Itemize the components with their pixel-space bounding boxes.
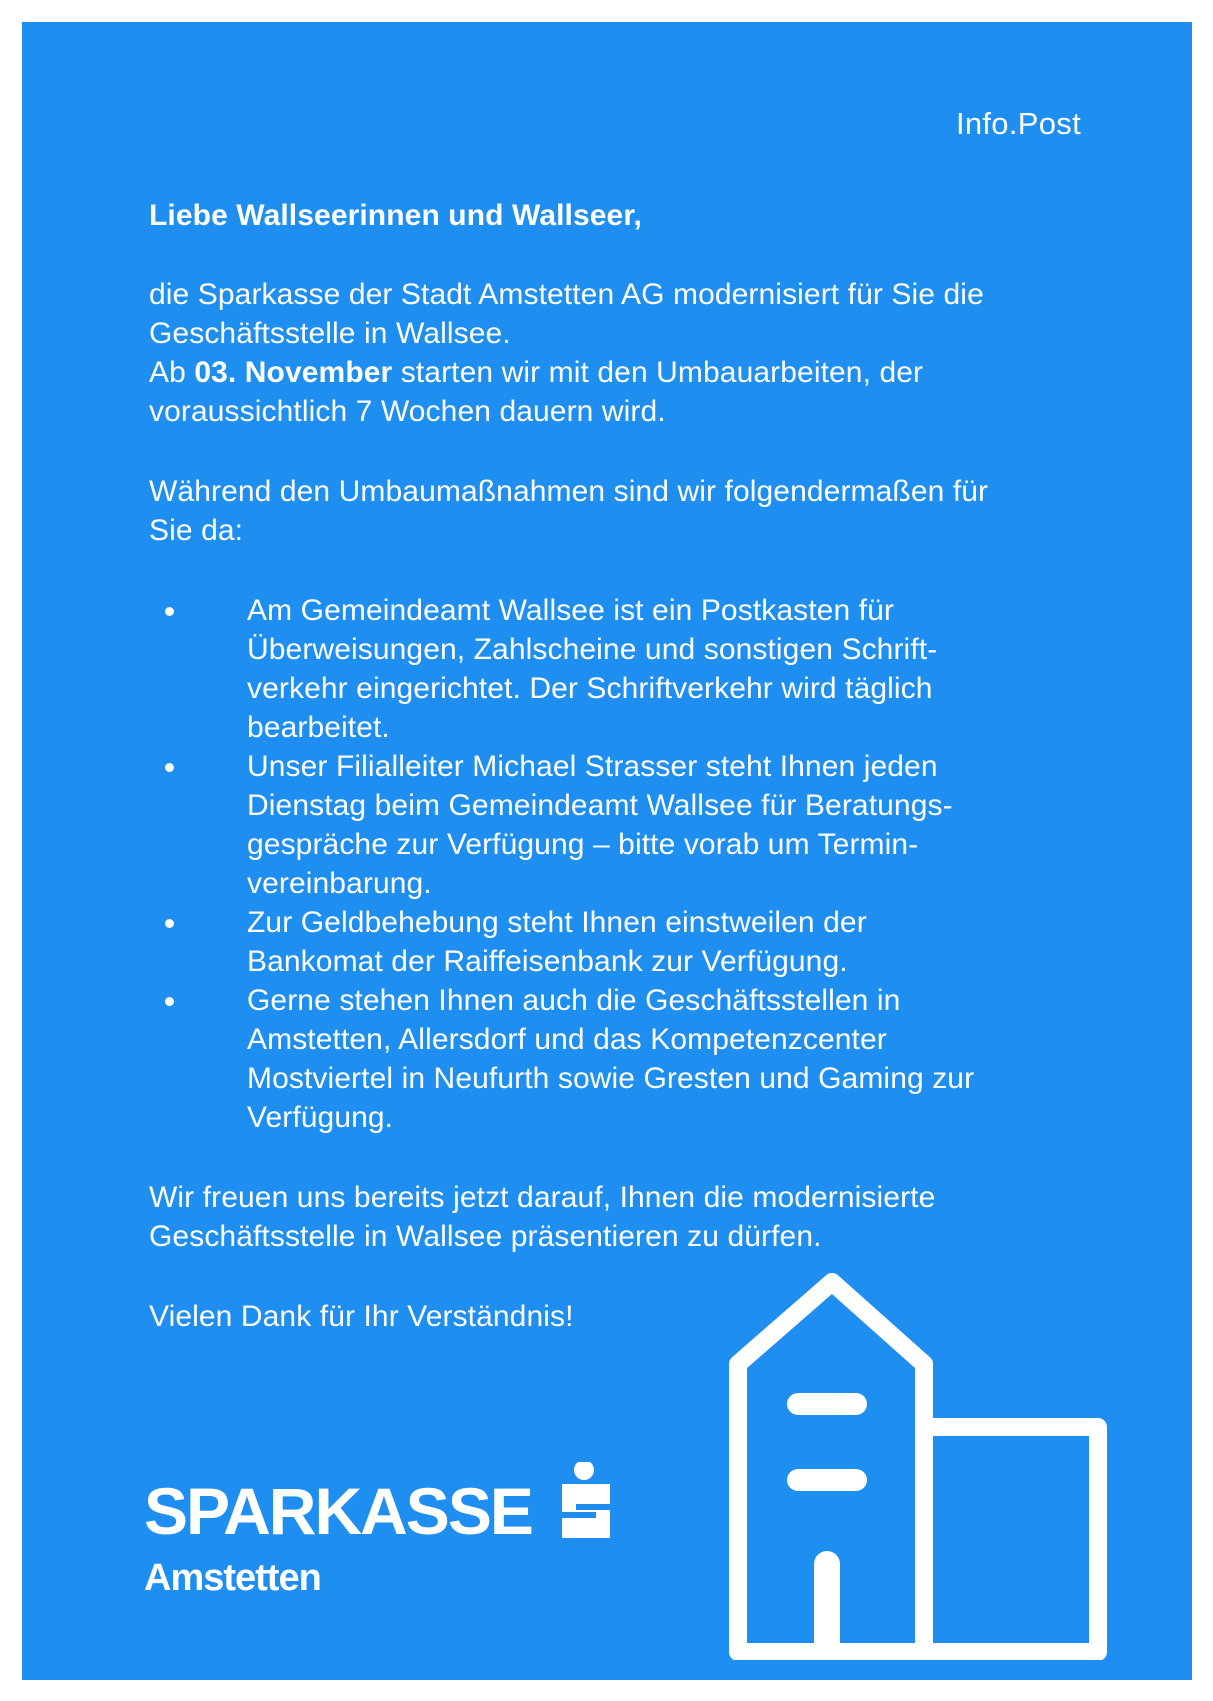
start-date: 03. November — [194, 356, 393, 389]
bullet-dot-icon — [165, 997, 174, 1006]
intro-paragraph: die Sparkasse der Stadt Amstetten AG modernisiert für Sie die Geschäftsstelle in Wallsee. — [149, 278, 984, 350]
list-item-text: Gerne stehen Ihnen auch die Geschäftsstellen in Amstetten, Allersdorf und das Kompetenzcenter Mostviertel in Neufurth sowie Gresten und Gaming zur Verfügung. — [247, 984, 975, 1134]
logo-location: Amstetten — [144, 1557, 321, 1599]
bullet-dot-icon — [165, 763, 174, 772]
list-item — [149, 591, 1009, 747]
during-intro: Während den Umbaumaßnahmen sind wir folgendermaßen für Sie da: — [149, 475, 989, 547]
info-post-page — [22, 22, 1192, 1680]
list-item — [149, 903, 1009, 981]
info-post-label: Info.Post — [955, 106, 1081, 141]
start-paragraph — [149, 353, 1009, 431]
letter-body — [149, 196, 1119, 1336]
sparkasse-logo — [132, 1462, 632, 1602]
list-item — [149, 747, 1009, 903]
bullet-dot-icon — [165, 919, 174, 928]
start-prefix: Ab — [149, 356, 195, 389]
logo-brand: SPARKASSE — [144, 1474, 532, 1548]
greeting: Liebe Wallseerinnen und Wallseer, — [149, 199, 642, 232]
list-item-text: Am Gemeindeamt Wallsee ist ein Postkasten für Überweisungen, Zahlscheine und sonstigen Schrift-verkehr eingerichtet. Der Schriftverkehr wird täglich bearbeitet. — [247, 594, 938, 744]
start-suffix: starten wir mit den Umbauarbeiten, der voraussichtlich 7 Wochen dauern wird. — [149, 356, 924, 428]
list-item-text: Unser Filialleiter Michael Strasser steht Ihnen jeden Dienstag beim Gemeindeamt Wallsee für Beratungs-gespräche zur Verfügung – bitte vorab um Termin-vereinbarung. — [247, 750, 953, 900]
building-icon — [728, 1272, 1108, 1660]
bullet-dot-icon — [165, 607, 174, 616]
service-list — [149, 591, 1009, 1137]
closing-paragraph: Wir freuen uns bereits jetzt darauf, Ihnen die modernisierte Geschäftsstelle in Wallsee präsentieren zu dürfen. — [149, 1181, 936, 1253]
thanks-line: Vielen Dank für Ihr Verständnis! — [149, 1300, 574, 1333]
list-item-text: Zur Geldbehebung steht Ihnen einstweilen der Bankomat der Raiffeisenbank zur Verfügung. — [247, 906, 867, 978]
list-item — [149, 981, 1009, 1137]
sparkasse-s-icon — [562, 1462, 610, 1538]
